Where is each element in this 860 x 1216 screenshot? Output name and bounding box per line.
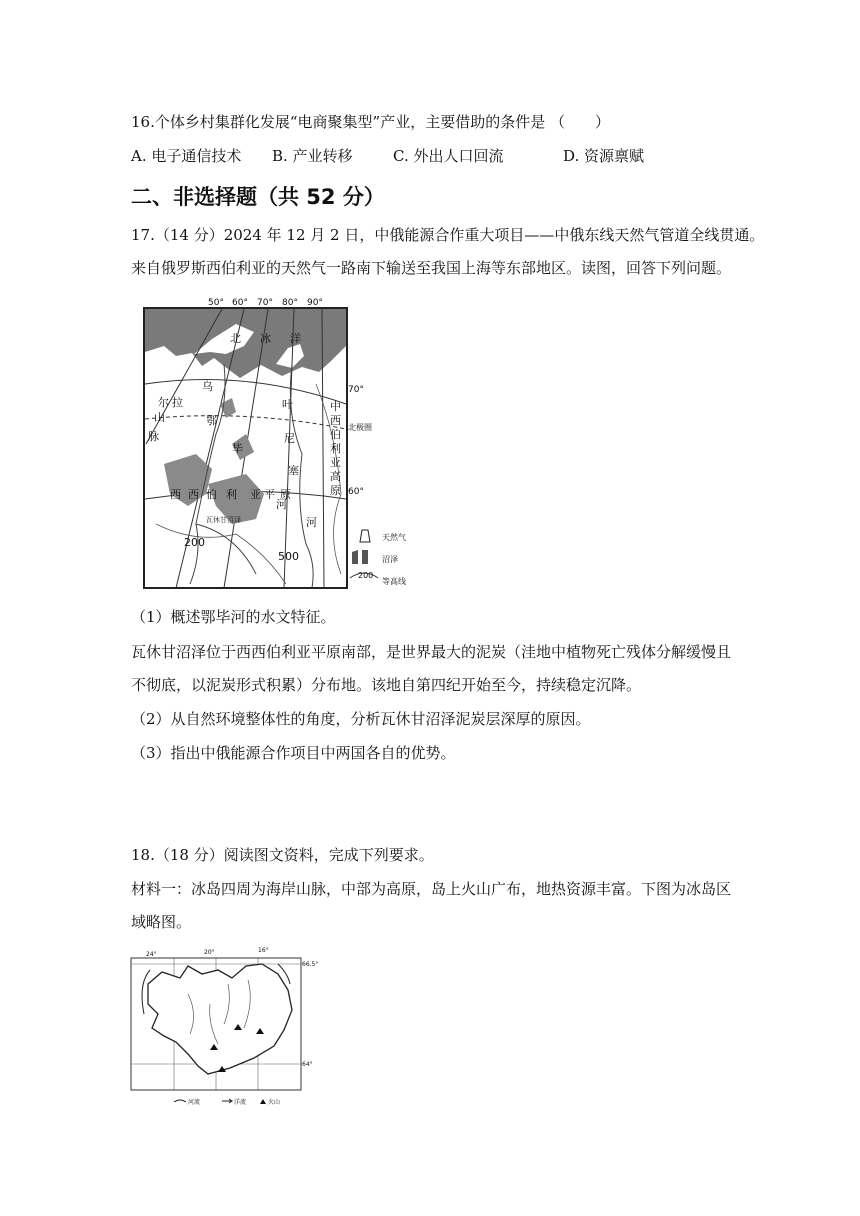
iceland-legend	[174, 1098, 280, 1106]
ural-char-1: 乌	[202, 380, 213, 393]
legend-river: 河流	[188, 1099, 201, 1106]
degree-70: 70°	[257, 298, 273, 308]
wsp-char-5: 亚	[250, 488, 261, 501]
arctic-circle-label: 北极圈	[348, 423, 372, 432]
lon-16: 16°	[258, 947, 269, 954]
lat-70: 70°	[348, 385, 364, 395]
q17-para-line2: 不彻底，以泥炭形式积累）分布地。该地自第四纪开始至今，持续稳定沉降。	[131, 676, 642, 694]
ob-char-3: 河	[276, 498, 287, 511]
lat-64: 64°	[302, 1061, 313, 1068]
ocean-char-2: 冰	[260, 332, 271, 345]
csp-char-5: 亚	[330, 456, 341, 469]
vasyugan-swamp-label: 瓦休甘沼泽	[206, 516, 241, 524]
ob-char-2: 毕	[232, 442, 243, 455]
siberia-map	[136, 294, 466, 594]
ural-char-4: 山	[154, 411, 165, 424]
section-title: 二、非选择题（共 52 分）	[131, 185, 385, 209]
csp-char-4: 利	[330, 442, 341, 455]
csp-char-2: 西	[330, 414, 341, 427]
legend-volcano: 火山	[268, 1099, 281, 1106]
q16-option-a: A. 电子通信技术	[131, 147, 242, 165]
lat-66: 66.5°	[302, 961, 319, 968]
volcano-legend-icon	[260, 1099, 266, 1104]
river-legend-icon	[174, 1100, 186, 1102]
yenisei-char-3: 塞	[288, 464, 299, 477]
yenisei-char-2: 尼	[284, 432, 295, 445]
legend-current: 洋流	[234, 1099, 247, 1106]
ob-char-1: 鄂	[206, 414, 217, 427]
degree-50: 50°	[208, 298, 224, 308]
degree-60: 60°	[232, 298, 248, 308]
q16-option-d: D. 资源禀赋	[563, 147, 645, 165]
q16-option-c: C. 外出人口回流	[393, 147, 504, 165]
wsp-char-3: 伯	[206, 488, 217, 501]
q17-sub2: （2）从自然环境整体性的角度，分析瓦休甘沼泽泥炭层深厚的原因。	[131, 710, 591, 728]
legend-swamp: 沼泽	[382, 555, 398, 564]
contour-label-500: 500	[278, 550, 299, 563]
yenisei-char-1: 叶	[282, 398, 293, 411]
q18-material-line1: 材料一：冰岛四周为海岸山脉，中部为高原，岛上火山广布，地热资源丰富。下图为冰岛区	[131, 880, 732, 898]
wsp-char-6: 平	[264, 488, 275, 501]
csp-char-3: 伯	[330, 428, 341, 441]
lon-24: 24°	[146, 951, 157, 958]
q18-intro: 18.（18 分）阅读图文资料，完成下列要求。	[131, 846, 434, 864]
q16-option-b: B. 产业转移	[272, 147, 353, 165]
q17-intro-line2: 来自俄罗斯西伯利亚的天然气一路南下输送至我国上海等东部地区。读图，回答下列问题。	[131, 259, 732, 277]
ural-char-2: 拉	[172, 396, 183, 409]
csp-char-6: 高	[330, 470, 341, 483]
q17-sub1: （1）概述鄂毕河的水文特征。	[131, 608, 336, 626]
degree-80: 80°	[282, 298, 298, 308]
legend-contour: 等高线	[382, 577, 406, 586]
current-legend-icon	[222, 1099, 232, 1103]
q16-stem: 16.个体乡村集群化发展“电商聚集型”产业，主要借助的条件是 （ ）	[131, 113, 610, 131]
q17-sub3: （3）指出中俄能源合作项目中两国各自的优势。	[131, 744, 456, 762]
lon-20: 20°	[204, 949, 215, 956]
swamp-icon	[352, 550, 368, 564]
ural-char-3: 尔	[158, 396, 169, 409]
q17-intro-line1: 17.（14 分）2024 年 12 月 2 日，中俄能源合作重大项目——中俄东线天然气管道全线贯通。	[131, 226, 765, 244]
yenisei-char-4: 河	[306, 516, 317, 529]
ural-char-5: 脉	[148, 430, 159, 443]
csp-char-7: 原	[330, 484, 341, 497]
map-legend	[350, 530, 406, 586]
csp-char-1: 中	[330, 400, 341, 413]
ocean-char-3: 洋	[290, 332, 301, 345]
wsp-char-1: 西	[170, 488, 181, 501]
lat-60: 60°	[348, 487, 364, 497]
gas-field-icon	[360, 530, 370, 542]
q18-material-line2: 域略图。	[131, 913, 192, 931]
wsp-char-7: 原	[280, 488, 291, 501]
legend-gas: 天然气	[382, 533, 406, 542]
wsp-char-4: 利	[226, 488, 237, 501]
q17-para-line1: 瓦休甘沼泽位于西西伯利亚平原南部，是世界最大的泥炭（洼地中植物死亡残体分解缓慢且	[131, 643, 732, 661]
iceland-map	[128, 944, 320, 1108]
contour-label-200: 200	[184, 536, 205, 549]
legend-contour-value: 200	[358, 571, 374, 580]
ocean-char-1: 北	[230, 332, 241, 345]
wsp-char-2: 西	[188, 488, 199, 501]
q16-options	[131, 145, 731, 165]
degree-90: 90°	[307, 298, 323, 308]
